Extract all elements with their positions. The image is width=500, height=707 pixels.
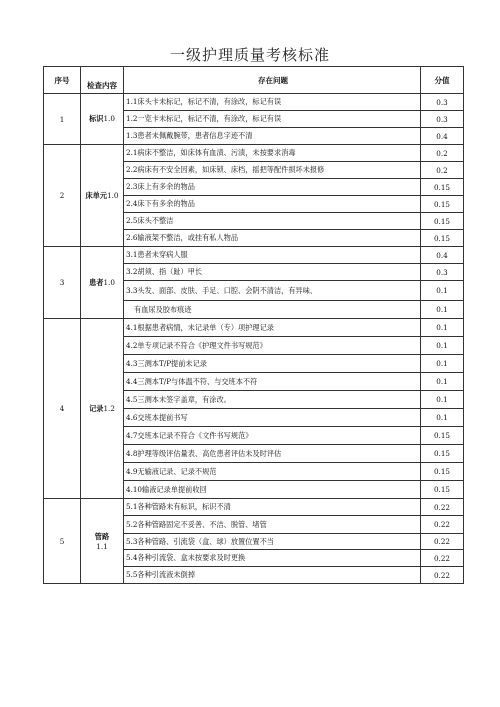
score-value: 0.1 xyxy=(421,409,464,427)
table-body xyxy=(44,94,464,584)
issue-text: 4.1根据患者病情，未记录单（专）项护理记录 xyxy=(124,319,421,337)
score-value: 0.3 xyxy=(421,94,464,111)
score-value: 0.15 xyxy=(421,481,464,499)
score-value: 0.1 xyxy=(421,373,464,391)
issue-text: 4.3三测本T/P提前未记录 xyxy=(124,355,421,373)
issue-text: 2.2病床有不安全因素，如床锁、床档，摇把等配件损坏未报修 xyxy=(124,162,421,179)
score-value: 0.3 xyxy=(421,264,464,281)
score-value: 0.4 xyxy=(421,247,464,264)
page-title: 一级护理质量考核标准 xyxy=(169,46,330,64)
score-value: 0.15 xyxy=(421,196,464,213)
category-weight: 1.1 xyxy=(96,541,108,551)
score-value: 0.1 xyxy=(421,319,464,337)
group-category xyxy=(81,499,124,584)
score-value: 0.3 xyxy=(421,111,464,128)
table-row xyxy=(44,499,464,516)
category-name: 记录 xyxy=(89,403,104,413)
score-value: 0.15 xyxy=(421,463,464,481)
issue-text: 3.3头发、面部、皮肤、手足、口腔、会阴不清洁，有异味、 xyxy=(124,281,421,301)
group-number: 1 xyxy=(44,94,81,145)
issue-text: 2.1病床不整洁，如床体有血渍、污渍，未按要求消毒 xyxy=(124,145,421,162)
score-value: 0.1 xyxy=(421,355,464,373)
issue-text: 4.7交班本记录不符合《文件书写规范》 xyxy=(124,427,421,445)
table-row xyxy=(44,145,464,162)
category-weight: 1.2 xyxy=(103,403,115,413)
score-value: 0.22 xyxy=(421,550,464,567)
category-name: 床单元 xyxy=(85,190,108,200)
issue-text: 4.6交班本提前书写 xyxy=(124,409,421,427)
issue-text: 4.5三测本未签字盖章，有涂改。 xyxy=(124,391,421,409)
group-category xyxy=(81,319,124,499)
assessment-table xyxy=(43,66,464,584)
group-category xyxy=(81,145,124,247)
issue-text: 有血尿及胶布痕迹 xyxy=(124,301,421,319)
score-value: 0.22 xyxy=(421,499,464,516)
issue-text: 5.4各种引流袋、盒未按要求及时更换 xyxy=(124,550,421,567)
issue-text: 1.2一览卡未标记，标记不清，有涂改，标记有误 xyxy=(124,111,421,128)
group-number: 3 xyxy=(44,247,81,319)
issue-text: 4.10输液记录单提前收回 xyxy=(124,481,421,499)
issue-text: 4.2单专项记录不符合《护理文件书写规范》 xyxy=(124,337,421,355)
table-row xyxy=(44,94,464,111)
score-value: 0.1 xyxy=(421,301,464,319)
group-category xyxy=(81,247,124,319)
issue-text: 2.6输液架不整洁，或挂有私人物品 xyxy=(124,230,421,247)
score-value: 0.4 xyxy=(421,128,464,145)
group-category xyxy=(81,94,124,145)
score-value: 0.22 xyxy=(421,534,464,550)
score-value: 0.15 xyxy=(421,445,464,463)
score-value: 0.22 xyxy=(421,567,464,584)
issue-text: 2.3床上有多余的物品 xyxy=(124,179,421,196)
header-score: 分值 xyxy=(421,67,464,94)
category-weight: 1.0 xyxy=(103,114,115,123)
header-category: 检查内容 xyxy=(81,67,124,94)
score-value: 0.2 xyxy=(421,162,464,179)
table-row xyxy=(44,247,464,264)
category-weight: 1.0 xyxy=(107,190,119,200)
score-value: 0.15 xyxy=(421,179,464,196)
issue-text: 5.2各种管路固定不妥善、不洁、脱管、堵管 xyxy=(124,516,421,534)
group-number: 2 xyxy=(44,145,81,247)
issue-text: 2.5床头不整洁 xyxy=(124,213,421,230)
issue-text: 5.1各种管路未有标识，标识不清 xyxy=(124,499,421,516)
issue-text: 3.1患者未穿病人服 xyxy=(124,247,421,264)
score-value: 0.1 xyxy=(421,281,464,301)
group-number: 5 xyxy=(44,499,81,584)
score-value: 0.15 xyxy=(421,427,464,445)
issue-text: 1.3患者未佩戴腕带，患者信息字迹不清 xyxy=(124,128,421,145)
issue-text: 5.3各种管路、引流袋（盒、球）放置位置不当 xyxy=(124,534,421,550)
score-value: 0.22 xyxy=(421,516,464,534)
score-value: 0.15 xyxy=(421,230,464,247)
score-value: 0.2 xyxy=(421,145,464,162)
table-row xyxy=(44,319,464,337)
category-name: 管路 xyxy=(94,531,110,541)
score-value: 0.1 xyxy=(421,391,464,409)
header-issue: 存在问题 xyxy=(124,67,421,94)
issue-text: 3.2胡须、指（趾）甲长 xyxy=(124,264,421,281)
score-value: 0.1 xyxy=(421,337,464,355)
issue-text: 4.4三测本T/P与体温不符、与交班本不符 xyxy=(124,373,421,391)
category-weight: 1.0 xyxy=(103,277,115,287)
issue-text: 4.9无输液记录、记录不规范 xyxy=(124,463,421,481)
table-header-row xyxy=(44,67,464,94)
issue-text: 2.4床下有多余的物品 xyxy=(124,196,421,213)
group-number: 4 xyxy=(44,319,81,499)
category-name: 标识 xyxy=(89,114,104,123)
issue-text: 1.1床头卡未标记，标记不清，有涂改，标记有误 xyxy=(124,94,421,111)
issue-text: 5.5各种引流液未倒掉 xyxy=(124,567,421,584)
score-value: 0.15 xyxy=(421,213,464,230)
header-no: 序号 xyxy=(44,67,81,94)
issue-text: 4.8护理等级评估量表、高危患者评估未及时评估 xyxy=(124,445,421,463)
category-name: 患者 xyxy=(89,277,104,287)
